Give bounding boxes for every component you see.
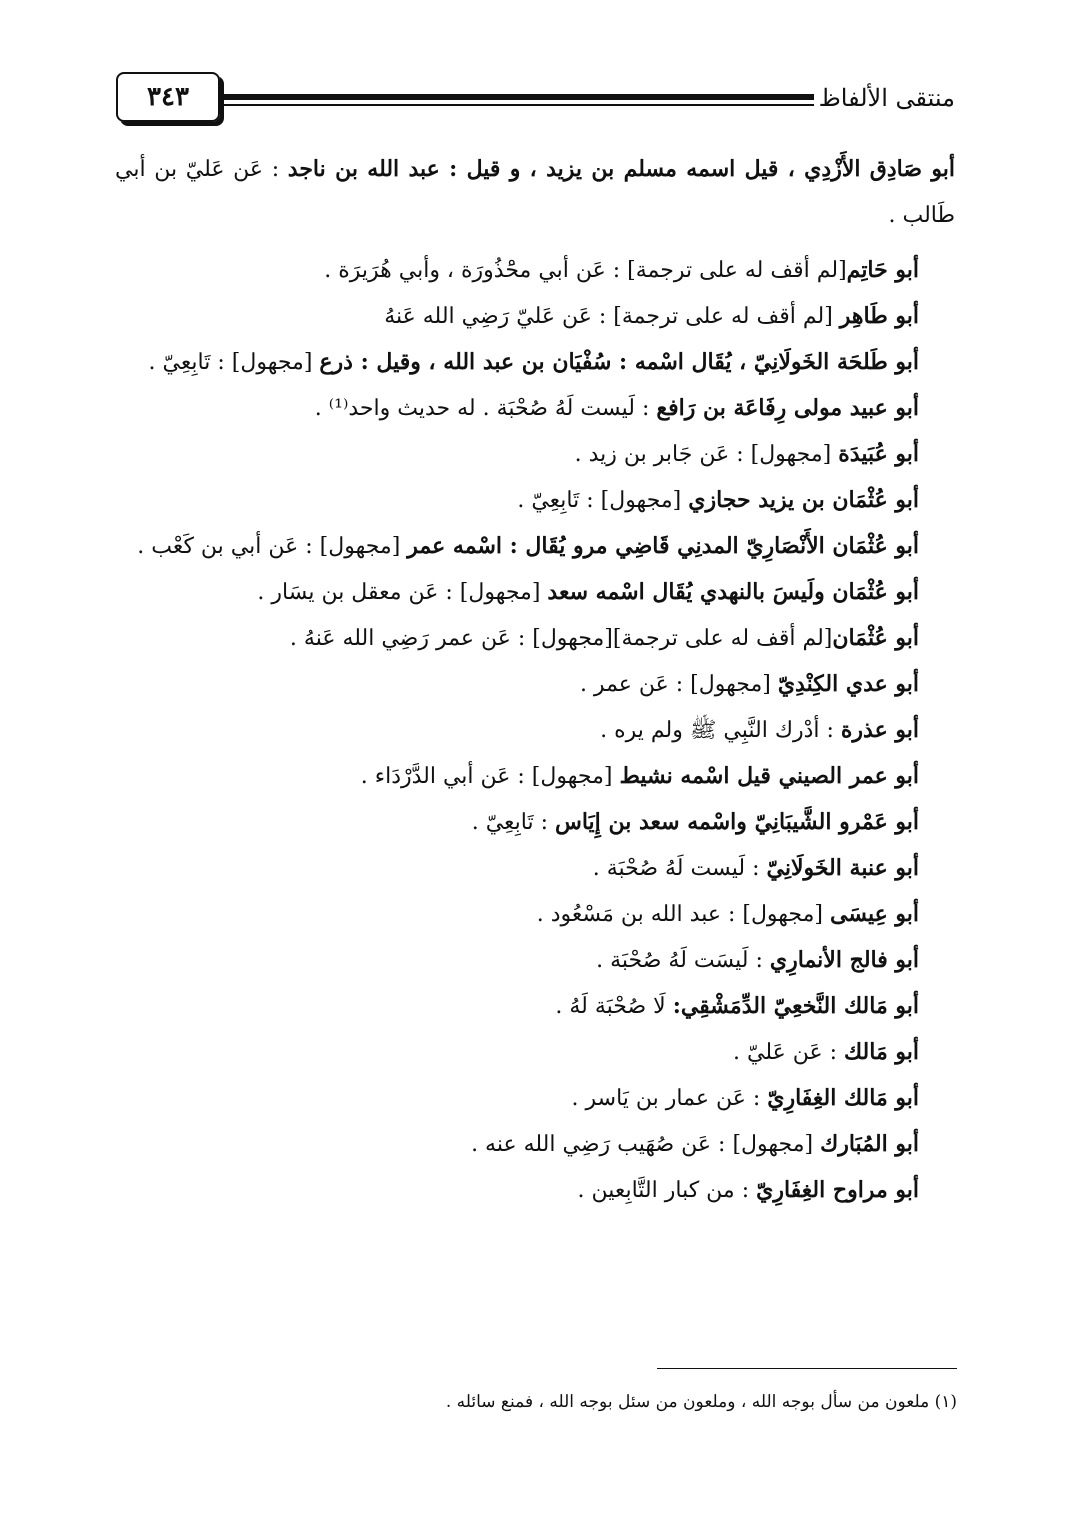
entry-detail: [مجهول] : عبد الله بن مَسْعُود .: [536, 902, 830, 927]
entry-detail: [مجهول] : عَن معقل بن يسَار .: [257, 580, 548, 605]
entry-line: [115, 247, 955, 293]
entry-name: أبو عنبة الخَولَانِيّ: [766, 855, 919, 881]
entry-name: أبو طَاهِر: [839, 303, 919, 329]
entry-detail: : عَن عمار بن يَاسر .: [571, 1086, 768, 1111]
entry-detail: : لَيسَت لَهُ صُحْبَة .: [596, 948, 770, 973]
entry-line: [115, 891, 955, 937]
header-rule-thick: [224, 94, 814, 100]
page-number-box: [116, 72, 220, 122]
entry-line: [115, 845, 955, 891]
entry-detail: [لم أقف له على ترجمة] : عَن عَليّ رَضِي الله عَنهُ: [384, 304, 840, 329]
entry-line: [115, 1121, 955, 1167]
entry-detail: [لم أقف له على ترجمة][مجهول] : عَن عمر رَضِي الله عَنهُ .: [289, 626, 833, 651]
entry-name: أبو عُثْمَان ولَيسَ بالنهدي يُقَال اسْمه سعد: [547, 579, 919, 605]
entry-detail: : عَن عَليّ بن أبي طَالب .: [115, 157, 955, 228]
entry-name: أبو عِيسَى: [830, 901, 919, 927]
entry-name: أبو مَالك النَّخعِيّ الدِّمَشْقِي:: [672, 993, 919, 1019]
entry-detail: لَا صُحْبَة لَهُ .: [555, 994, 673, 1019]
entry-name: أبو عَمْرو الشَّيبَانِيّ واسْمه سعد بن إِيَاس: [555, 809, 919, 835]
entry-line: [115, 615, 955, 661]
intro-paragraph: [115, 146, 955, 239]
entry-detail: [مجهول] : تَابِعِيّ .: [148, 350, 320, 375]
entry-name: أبو عمر الصيني قيل اسْمه نشيط: [619, 763, 919, 789]
entry-name: أبو عُثْمَان: [832, 625, 919, 651]
footnote: (١) ملعون من سأل بوجه الله ، وملعون من سئل بوجه الله ، فمنع سائله .: [445, 1392, 957, 1412]
entry-line: [115, 569, 955, 615]
entry-name: أبو عدي الكِنْدِيّ: [777, 671, 919, 697]
entry-name: أبو مَالك: [844, 1039, 919, 1065]
entry-name: أبو صَادِق الأَزْدِي ، قيل اسمه مسلم بن يزيد ، و قيل : عبد الله بن ناجد: [287, 156, 955, 182]
entry-detail: [مجهول] : عَن أبي الدَّرْدَاء .: [360, 764, 620, 789]
entry-detail: [مجهول] : عَن أبي بن كَعْب .: [137, 534, 408, 559]
entry-detail: : لَيست لَهُ صُحْبَة .: [592, 856, 767, 881]
entry-name: أبو مَالك الغِفَارِيّ: [767, 1085, 919, 1111]
entry-detail: : عَن عَليّ .: [733, 1040, 844, 1065]
entry-line: [115, 799, 955, 845]
entry-detail: [لم أقف له على ترجمة] : عَن أبي محَْذُورَة ، وأبي هُرَيرَة .: [324, 258, 847, 283]
entry-detail: : تَابِعِيّ .: [471, 810, 555, 835]
entry-detail: : أدْرك النَّبِي ﷺ ولم يره .: [600, 718, 841, 743]
entry-detail: [مجهول] : تَابِعِيّ .: [517, 488, 689, 513]
main-text: [115, 146, 955, 1213]
entry-name: أبو المُبَارك: [820, 1131, 919, 1157]
entry-line: [115, 1167, 955, 1213]
entry-detail: [مجهول] : عَن جَابر بن زيد .: [574, 442, 839, 467]
entry-detail: [مجهول] : عَن عمر .: [579, 672, 778, 697]
footnote-separator: [657, 1368, 957, 1369]
entry-line: [115, 1029, 955, 1075]
entry-name: أبو عذرة: [840, 717, 919, 743]
header-double-rule: [224, 94, 814, 108]
entry-name: أبو عُبَيدَة: [838, 441, 919, 467]
entry-name: أبو عُثْمَان بن يزيد حجازي: [688, 487, 919, 513]
entry-line: [115, 293, 955, 339]
page-number: ٣٤٣: [147, 82, 189, 112]
entry-name: أبو مراوح الغِفَارِيّ: [756, 1177, 919, 1203]
entry-line: [115, 385, 955, 431]
entry-line: [115, 431, 955, 477]
entry-line: [115, 937, 955, 983]
entry-line: [115, 523, 955, 569]
running-title: منتقى الألفاظ: [818, 84, 955, 112]
entry-name: أبو فالج الأنمارِي: [769, 947, 919, 973]
entry-line: [115, 983, 955, 1029]
entry-detail: : لَيست لَهُ صُحْبَة . له حديث واحد⁽¹⁾ .: [314, 396, 657, 421]
header-rule-thin: [224, 104, 814, 106]
entry-detail: [مجهول] : عَن صُهَيب رَضِي الله عنه .: [471, 1132, 821, 1157]
entry-detail: : من كبار التَّابِعين .: [577, 1178, 757, 1203]
entry-name: أبو طَلحَة الخَولَانِيّ ، يُقَال اسْمه : سُفْيَان بن عبد الله ، وقيل : ذرع: [319, 349, 919, 375]
entry-line: [115, 339, 955, 385]
entry-line: [115, 753, 955, 799]
entry-name: أبو عُثْمَان الأَنْصَارِيّ المدنِي قَاضِي مرو يُقَال : اسْمه عمر: [407, 533, 919, 559]
entry-name: أبو عبيد مولى رِفَاعَة بن رَافع: [656, 395, 919, 421]
entry-name: أبو حَاتِم: [846, 257, 919, 283]
entry-line: [115, 477, 955, 523]
entry-line: [115, 1075, 955, 1121]
entry-line: [115, 661, 955, 707]
entry-line: [115, 707, 955, 753]
